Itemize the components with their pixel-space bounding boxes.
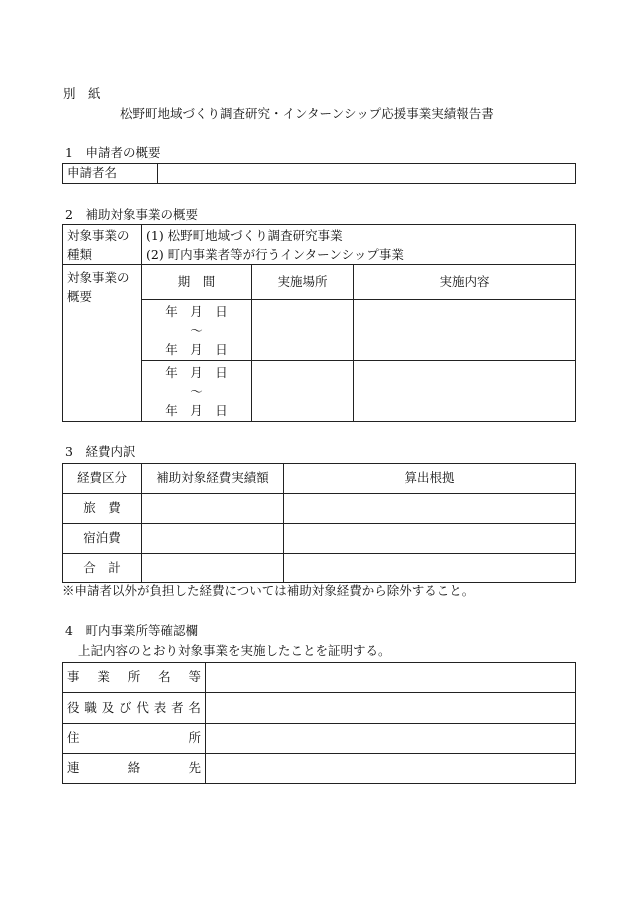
expense-row-total-label: 合 計 xyxy=(63,554,142,583)
type-option-2[interactable]: (2) 町内事業者等が行うインターンシップ事業 xyxy=(146,246,404,262)
business-name-label-text xyxy=(67,671,201,684)
attachment-label: 別 紙 xyxy=(63,86,101,101)
label-char: 及 xyxy=(101,699,115,715)
overview-label-line2: 概要 xyxy=(67,289,93,304)
label-char: 先 xyxy=(188,760,201,776)
overview-label-line1: 対象事業の xyxy=(67,270,130,285)
business-name-label xyxy=(63,663,206,693)
applicant-table xyxy=(62,163,576,184)
period-end-date: 年 月 日 xyxy=(165,341,228,357)
section2-heading: 2 補助対象事業の概要 xyxy=(65,207,198,222)
expense-lodging-amount[interactable] xyxy=(142,524,284,554)
period-cell-2[interactable] xyxy=(142,361,252,422)
section4-heading: 4 町内事業所等確認欄 xyxy=(65,623,198,638)
label-char: 職 xyxy=(84,699,97,715)
address-field[interactable] xyxy=(206,724,576,754)
expense-total-basis[interactable] xyxy=(284,554,576,583)
contact-field[interactable] xyxy=(206,754,576,784)
section3-heading: 3 経費内訳 xyxy=(65,444,136,459)
label-char: 表 xyxy=(153,699,167,715)
expense-row-lodging-label: 宿泊費 xyxy=(63,524,142,554)
label-char: 連 xyxy=(67,760,80,776)
period-end-date: 年 月 日 xyxy=(165,402,228,418)
col-category-header: 経費区分 xyxy=(63,464,142,494)
representative-label xyxy=(63,693,206,724)
period-start-date: 年 月 日 xyxy=(165,303,228,319)
representative-label-text xyxy=(67,699,201,715)
period-start-date: 年 月 日 xyxy=(165,364,228,380)
label-char: 名 xyxy=(158,669,171,685)
applicant-label: 申請者名 xyxy=(63,164,158,184)
type-option-1[interactable]: (1) 松野町地域づくり調査研究事業 xyxy=(146,227,343,243)
expense-row-travel-label: 旅 費 xyxy=(63,494,142,524)
contact-label-text xyxy=(67,762,201,775)
business-name-field[interactable] xyxy=(206,663,576,693)
expense-travel-amount[interactable] xyxy=(142,494,284,524)
place-cell-1[interactable] xyxy=(252,300,354,361)
place-cell-2[interactable] xyxy=(252,361,354,422)
confirmation-table xyxy=(62,662,576,784)
type-label-line2: 種類 xyxy=(67,246,93,262)
label-char: 住 xyxy=(67,730,80,746)
project-table xyxy=(62,224,576,422)
certification-statement: 上記内容のとおり対象事業を実施したことを証明する。 xyxy=(78,643,391,658)
label-char: 代 xyxy=(136,699,149,715)
col-content-header: 実施内容 xyxy=(354,265,576,300)
document-title: 松野町地域づくり調査研究・インターンシップ応援事業実績報告書 xyxy=(120,106,494,121)
expense-lodging-basis[interactable] xyxy=(284,524,576,554)
address-label-text xyxy=(67,732,201,745)
col-period-header: 期 間 xyxy=(142,265,252,300)
label-char: 絡 xyxy=(127,760,141,776)
expense-travel-basis[interactable] xyxy=(284,494,576,524)
expense-total-amount[interactable] xyxy=(142,554,284,583)
label-char: 所 xyxy=(188,730,201,746)
label-char: び xyxy=(119,699,132,715)
label-char: 名 xyxy=(188,699,201,715)
expense-table xyxy=(62,463,576,583)
period-tilde: 〜 xyxy=(190,322,203,338)
type-label-cell xyxy=(63,225,142,265)
label-char: 者 xyxy=(171,699,184,715)
type-options-cell xyxy=(142,225,576,265)
label-char: 業 xyxy=(97,669,110,685)
content-cell-1[interactable] xyxy=(354,300,576,361)
col-amount-header: 補助対象経費実績額 xyxy=(142,464,284,494)
section1-heading: 1 申請者の概要 xyxy=(65,145,161,160)
contact-label xyxy=(63,754,206,784)
representative-field[interactable] xyxy=(206,693,576,724)
period-tilde: 〜 xyxy=(190,383,203,399)
label-char: 役 xyxy=(67,699,80,715)
applicant-value-field[interactable] xyxy=(158,164,576,184)
label-char: 事 xyxy=(67,669,80,685)
overview-label-cell xyxy=(63,265,142,422)
type-label-line1: 対象事業の xyxy=(67,227,130,243)
col-place-header: 実施場所 xyxy=(252,265,354,300)
col-basis-header: 算出根拠 xyxy=(284,464,576,494)
period-cell-1[interactable] xyxy=(142,300,252,361)
label-char: 等 xyxy=(188,669,201,685)
expense-note: ※申請者以外が負担した経費については補助対象経費から除外すること。 xyxy=(62,583,475,598)
address-label xyxy=(63,724,206,754)
content-cell-2[interactable] xyxy=(354,361,576,422)
label-char: 所 xyxy=(127,669,141,685)
